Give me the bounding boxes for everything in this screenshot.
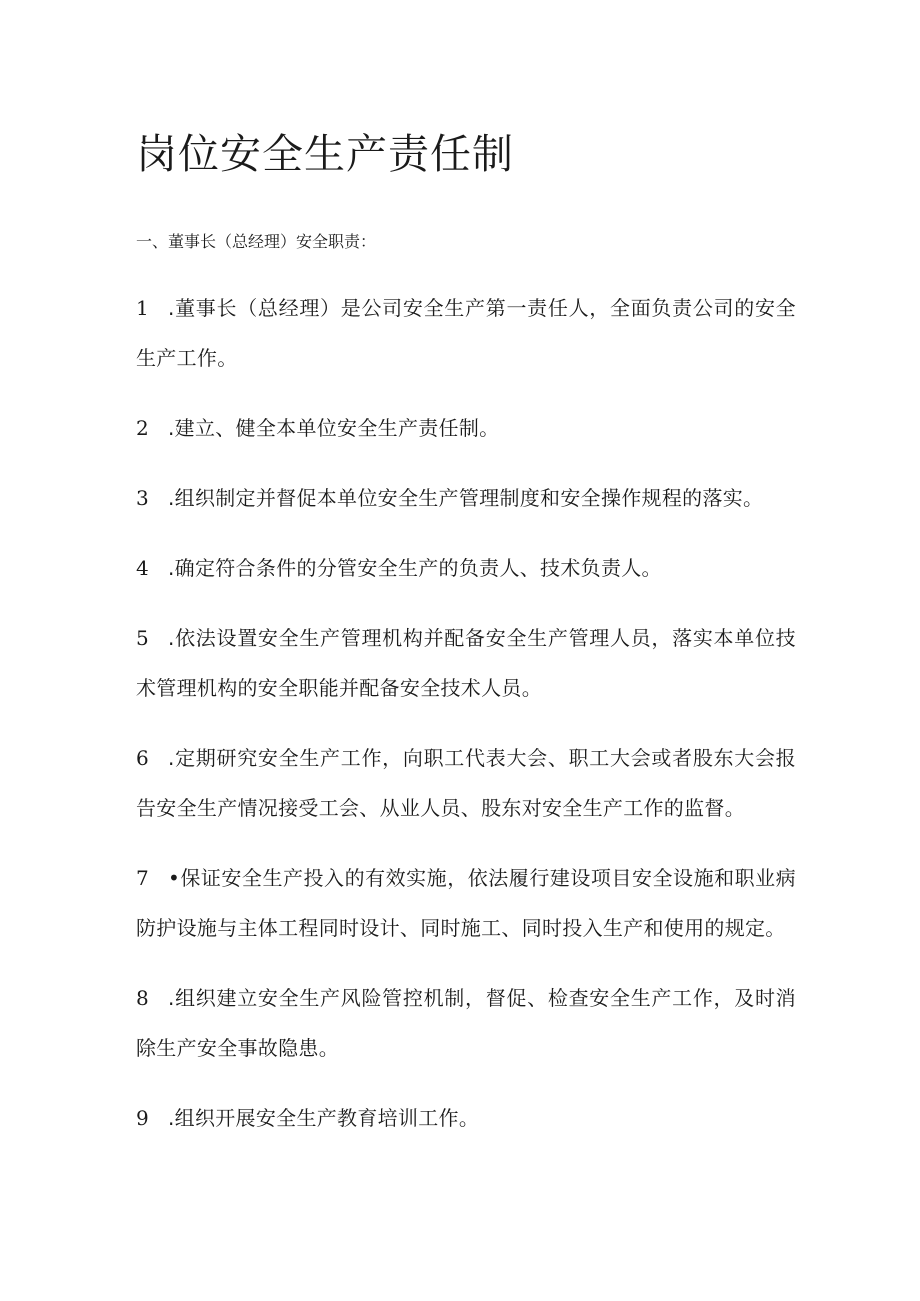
list-item [136, 473, 796, 523]
list-item [136, 1093, 796, 1143]
item-number: 2 [136, 416, 149, 440]
item-text: .确定符合条件的分管安全生产的负责人、技术负责人。 [168, 556, 662, 580]
item-text: .组织建立安全生产风险管控机制，督促、检查安全生产工作，及时消除生产安全事故隐患。 [136, 986, 796, 1060]
item-text: •保证安全生产投入的有效实施，依法履行建设项目安全设施和职业病防护设施与主体工程同时设计、同时施工、同时投入生产和使用的规定。 [136, 866, 796, 940]
item-text: .建立、健全本单位安全生产责任制。 [168, 416, 500, 440]
item-number: 3 [136, 486, 149, 510]
document-title: 岗位安全生产责任制 [136, 130, 514, 178]
list-item [136, 733, 796, 833]
item-number: 5 [136, 626, 149, 650]
list-item [136, 283, 796, 383]
item-text: .组织制定并督促本单位安全生产管理制度和安全操作规程的落实。 [168, 486, 764, 510]
item-text: .定期研究安全生产工作，向职工代表大会、职工大会或者股东大会报告安全生产情况接受工会、从业人员、股东对安全生产工作的监督。 [136, 746, 796, 820]
item-text: .董事长（总经理）是公司安全生产第一责任人，全面负责公司的安全生产工作。 [136, 296, 796, 370]
item-number: 7 [136, 866, 149, 890]
item-number: 1 [136, 296, 149, 320]
list-item [136, 613, 796, 713]
list-item [136, 543, 796, 593]
section-heading: 一、董事长（总经理）安全职责： [136, 232, 377, 251]
list-item [136, 403, 796, 453]
responsibility-list [136, 283, 796, 1163]
item-number: 8 [136, 986, 149, 1010]
item-number: 9 [136, 1106, 149, 1130]
item-number: 6 [136, 746, 149, 770]
list-item [136, 973, 796, 1073]
item-number: 4 [136, 556, 149, 580]
item-text: .依法设置安全生产管理机构并配备安全生产管理人员，落实本单位技术管理机构的安全职能并配备安全技术人员。 [136, 626, 796, 700]
list-item [136, 853, 796, 953]
item-text: .组织开展安全生产教育培训工作。 [168, 1106, 480, 1130]
